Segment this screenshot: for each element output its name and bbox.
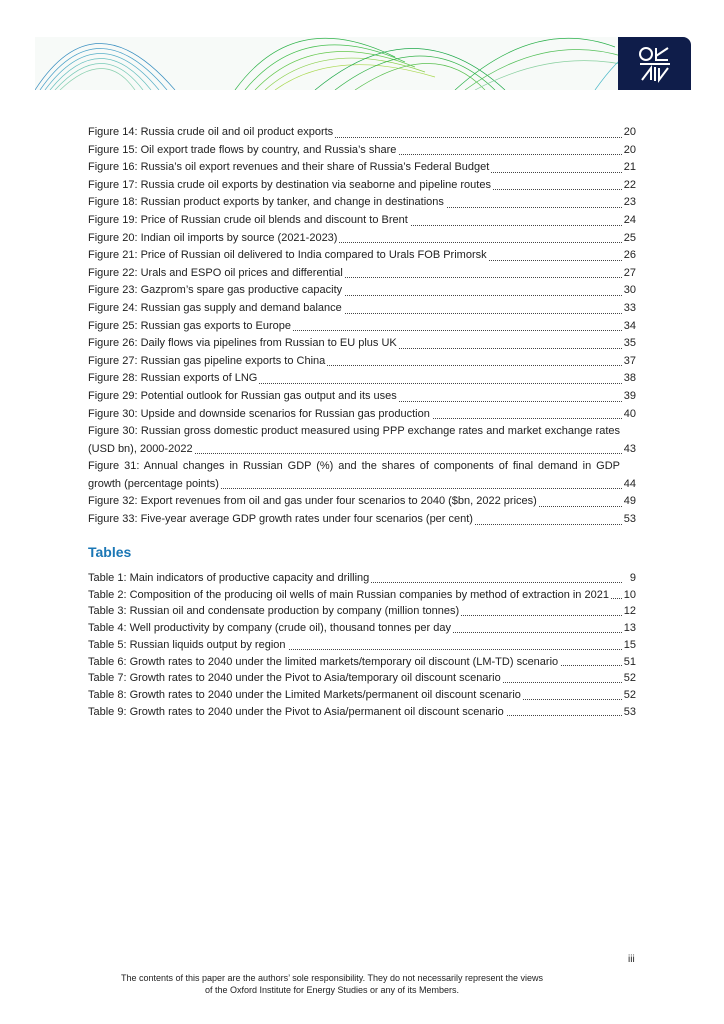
figure-entry-label: Figure 16: Russia’s oil export revenues and their share of Russia’s Federal Budget [88, 161, 490, 174]
figure-entry-label: Figure 28: Russian exports of LNG [88, 372, 258, 385]
figure-entry[interactable] [88, 370, 636, 388]
table-entry-page: 52 [622, 670, 636, 687]
table-entry-label: Table 4: Well productivity by company (crude oil), thousand tonnes per day [88, 622, 451, 635]
table-entry[interactable] [88, 704, 636, 721]
figure-entry[interactable] [88, 511, 636, 529]
figure-entry-page: 40 [622, 406, 636, 424]
table-entry[interactable] [88, 687, 636, 704]
figure-entry-page: 33 [622, 300, 636, 318]
figure-entry-label: Figure 18: Russian product exports by tanker, and change in destinations [88, 196, 444, 209]
table-entry-page: 52 [622, 687, 636, 704]
figure-entry-label: Figure 30: Upside and downside scenarios for Russian gas production [88, 407, 430, 420]
figure-entry-label: Figure 21: Price of Russian oil delivered to India compared to Urals FOB Primorsk [88, 249, 487, 262]
figure-entry[interactable] [88, 300, 636, 318]
figure-entry-label: Figure 31: Annual changes in Russian GDP (%) and the shares of components of final demand in GDP growth (percentage points) [88, 460, 620, 490]
table-entry-page: 9 [628, 570, 636, 587]
figure-entry-page: 53 [622, 511, 636, 529]
figure-entry-page: 21 [622, 159, 636, 177]
figure-entry[interactable] [88, 423, 636, 458]
figure-entry[interactable] [88, 177, 636, 195]
figure-entry[interactable] [88, 124, 636, 142]
table-entry-label: Table 8: Growth rates to 2040 under the Limited Markets/permanent oil discount scenario [88, 688, 521, 701]
figure-entry[interactable] [88, 406, 636, 424]
figure-entry[interactable] [88, 282, 636, 300]
logo-icon [638, 45, 672, 83]
figure-entry[interactable] [88, 212, 636, 230]
figure-entry-page: 37 [622, 353, 636, 371]
figure-entry-page: 22 [622, 177, 636, 195]
figure-entry-page: 27 [622, 265, 636, 283]
list-of-tables [88, 570, 636, 720]
figure-entry-label: Figure 32: Export revenues from oil and gas under four scenarios to 2040 ($bn, 2022 prices) [88, 495, 537, 508]
figure-entry-label: Figure 20: Indian oil imports by source (2021-2023) [88, 231, 338, 244]
table-entry[interactable] [88, 670, 636, 687]
figure-entry-label: Figure 26: Daily flows via pipelines from Russian to EU plus UK [88, 337, 397, 350]
tables-heading: Tables [88, 544, 132, 560]
table-entry-label: Table 7: Growth rates to 2040 under the Pivot to Asia/temporary oil discount scenario [88, 672, 501, 685]
table-entry-page: 10 [622, 587, 636, 604]
wave-pattern-icon [35, 37, 655, 90]
figure-entry-label: Figure 29: Potential outlook for Russian gas output and its uses [88, 389, 397, 402]
figure-entry-page: 34 [622, 318, 636, 336]
oies-logo [618, 37, 691, 90]
figure-entry-label: Figure 27: Russian gas pipeline exports to China [88, 354, 326, 367]
figure-entry[interactable] [88, 318, 636, 336]
figure-entry[interactable] [88, 353, 636, 371]
list-of-figures [88, 124, 636, 529]
table-entry-page: 13 [622, 620, 636, 637]
figure-entry-page: 20 [622, 124, 636, 142]
table-entry-page: 12 [622, 603, 636, 620]
figure-entry-page: 30 [622, 282, 636, 300]
figure-entry-label: Figure 33: Five-year average GDP growth rates under four scenarios (per cent) [88, 513, 473, 526]
figure-entry-label: Figure 17: Russia crude oil exports by destination via seaborne and pipeline routes [88, 178, 491, 191]
figure-entry-page: 24 [622, 212, 636, 230]
figure-entry-label: Figure 15: Oil export trade flows by country, and Russia’s share [88, 143, 397, 156]
table-entry-label: Table 3: Russian oil and condensate production by company (million tonnes) [88, 605, 460, 618]
table-entry[interactable] [88, 570, 636, 587]
figure-entry-page: 25 [622, 230, 636, 248]
figure-entry[interactable] [88, 159, 636, 177]
figure-entry[interactable] [88, 388, 636, 406]
figure-entry-label: Figure 19: Price of Russian crude oil blends and discount to Brent [88, 213, 408, 226]
table-entry[interactable] [88, 637, 636, 654]
header-banner [35, 37, 655, 90]
table-entry-label: Table 1: Main indicators of productive capacity and drilling [88, 572, 370, 584]
table-entry-label: Table 5: Russian liquids output by region [88, 638, 286, 651]
figure-entry-label: Figure 22: Urals and ESPO oil prices and differential [88, 266, 343, 279]
figure-entry-page: 43 [622, 441, 636, 459]
figure-entry[interactable] [88, 194, 636, 212]
table-entry-page: 15 [622, 637, 636, 654]
figure-entry-page: 38 [622, 370, 636, 388]
footer-disclaimer [0, 973, 724, 996]
footer-line-2: of the Oxford Institute for Energy Studies or any of its Members. [204, 984, 460, 995]
figure-entry-page: 35 [622, 335, 636, 353]
table-entry[interactable] [88, 654, 636, 671]
figure-entry[interactable] [88, 493, 636, 511]
figure-entry-label: Figure 25: Russian gas exports to Europe [88, 319, 292, 332]
page-number: iii [628, 954, 635, 965]
table-entry-page: 53 [622, 704, 636, 721]
table-entry-label: Table 2: Composition of the producing oil wells of main Russian companies by method of extraction in 2021 [88, 588, 609, 601]
figure-entry-page: 26 [622, 247, 636, 265]
table-entry-label: Table 9: Growth rates to 2040 under the Pivot to Asia/permanent oil discount scenario [88, 705, 504, 718]
table-entry[interactable] [88, 620, 636, 637]
figure-entry[interactable] [88, 247, 636, 265]
figure-entry-label: Figure 24: Russian gas supply and demand balance [88, 301, 342, 314]
footer-line-1: The contents of this paper are the authors’ sole responsibility. They do not necessarily represent the views [120, 973, 544, 983]
table-entry[interactable] [88, 603, 636, 620]
figure-entry[interactable] [88, 142, 636, 160]
figure-entry-label: Figure 30: Russian gross domestic product measured using PPP exchange rates and market exchange rates (USD bn), 2000-2022 [88, 425, 620, 455]
figure-entry-label: Figure 23: Gazprom’s spare gas productive capacity [88, 284, 343, 297]
table-entry[interactable] [88, 587, 636, 604]
figure-entry-page: 44 [622, 476, 636, 494]
figure-entry-page: 23 [622, 194, 636, 212]
table-entry-page: 51 [622, 654, 636, 671]
figure-entry[interactable] [88, 458, 636, 493]
figure-entry-label: Figure 14: Russia crude oil and oil product exports [88, 126, 334, 138]
figure-entry-page: 39 [622, 388, 636, 406]
figure-entry[interactable] [88, 265, 636, 283]
figure-entry-page: 49 [622, 493, 636, 511]
figure-entry[interactable] [88, 230, 636, 248]
table-entry-label: Table 6: Growth rates to 2040 under the limited markets/temporary oil discount (LM-TD) scenario [88, 655, 559, 668]
figure-entry-page: 20 [622, 142, 636, 160]
figure-entry[interactable] [88, 335, 636, 353]
